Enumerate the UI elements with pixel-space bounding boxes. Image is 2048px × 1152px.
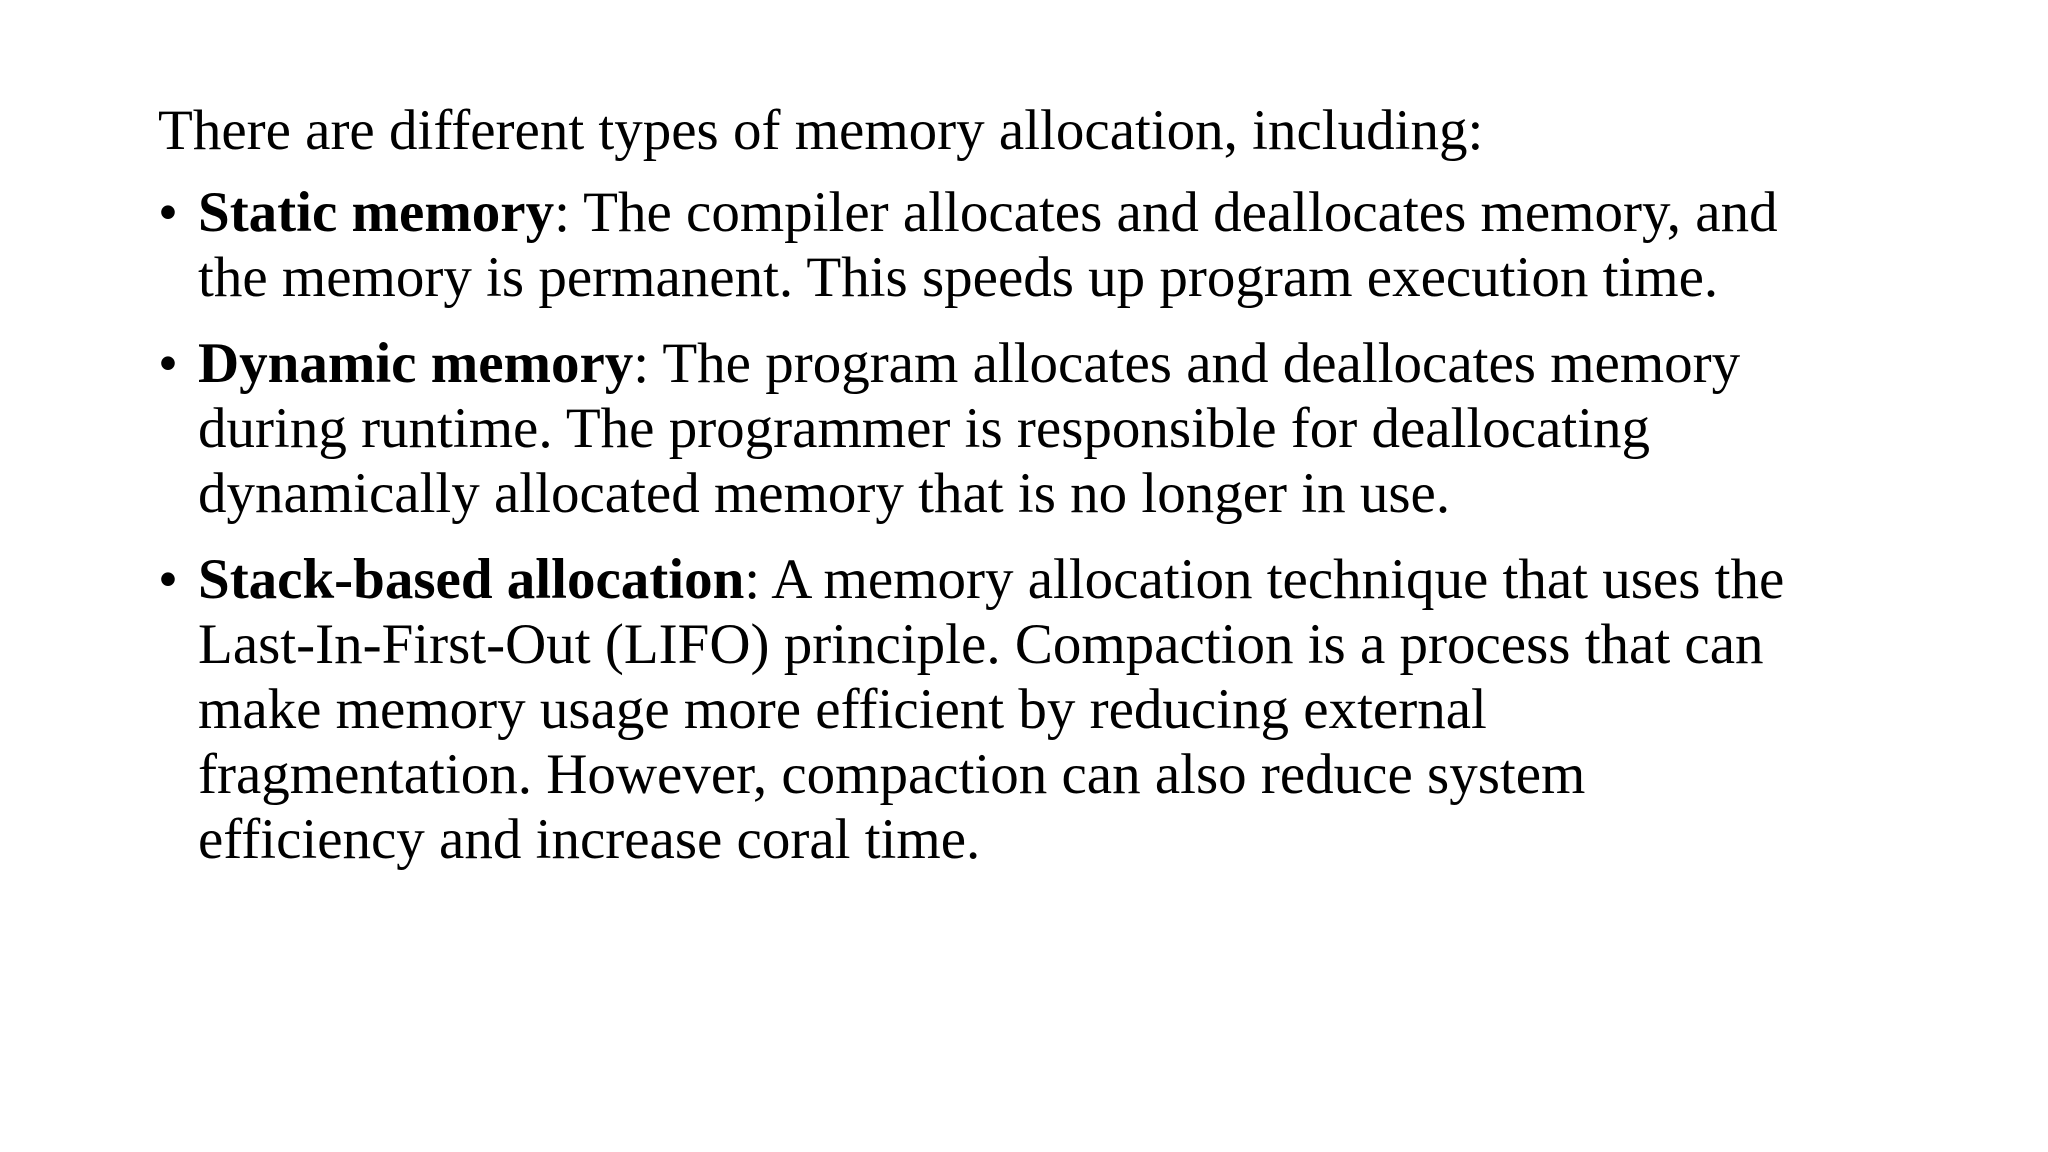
- intro-text: There are different types of memory allocation, including:: [158, 99, 1484, 162]
- bullet-line: dynamically allocated memory that is no longer in use.: [198, 462, 1451, 525]
- bullet-line: make memory usage more efficient by reducing external: [198, 678, 1487, 741]
- bullet-item-stack-based-allocation: [158, 547, 1898, 872]
- bullet-icon: •: [158, 181, 178, 244]
- bullet-icon: •: [158, 548, 178, 611]
- bullet-icon: •: [158, 332, 178, 395]
- bullet-text: : A memory allocation technique that uses the: [744, 548, 1785, 611]
- bullet-text: : The program allocates and deallocates memory: [633, 332, 1741, 395]
- bullet-list: [158, 180, 1898, 872]
- bullet-item-dynamic-memory: [158, 331, 1898, 526]
- bullet-item-static-memory: [158, 180, 1898, 310]
- bullet-line: [198, 547, 1898, 612]
- bullet-line: [198, 180, 1898, 245]
- bullet-term: Static memory: [198, 181, 555, 244]
- bullet-term: Stack-based allocation: [198, 548, 745, 611]
- bullet-line: [198, 331, 1898, 396]
- bullet-text: : The compiler allocates and deallocates memory, and: [554, 181, 1778, 244]
- slide-content: [158, 96, 1898, 893]
- bullet-line: during runtime. The programmer is responsible for deallocating: [198, 397, 1651, 460]
- bullet-line: the memory is permanent. This speeds up program execution time.: [198, 246, 1719, 309]
- bullet-line: Last-In-First-Out (LIFO) principle. Compaction is a process that can: [198, 613, 1764, 676]
- bullet-line: fragmentation. However, compaction can also reduce system: [198, 743, 1586, 806]
- bullet-term: Dynamic memory: [198, 332, 634, 395]
- bullet-line: efficiency and increase coral time.: [198, 808, 981, 871]
